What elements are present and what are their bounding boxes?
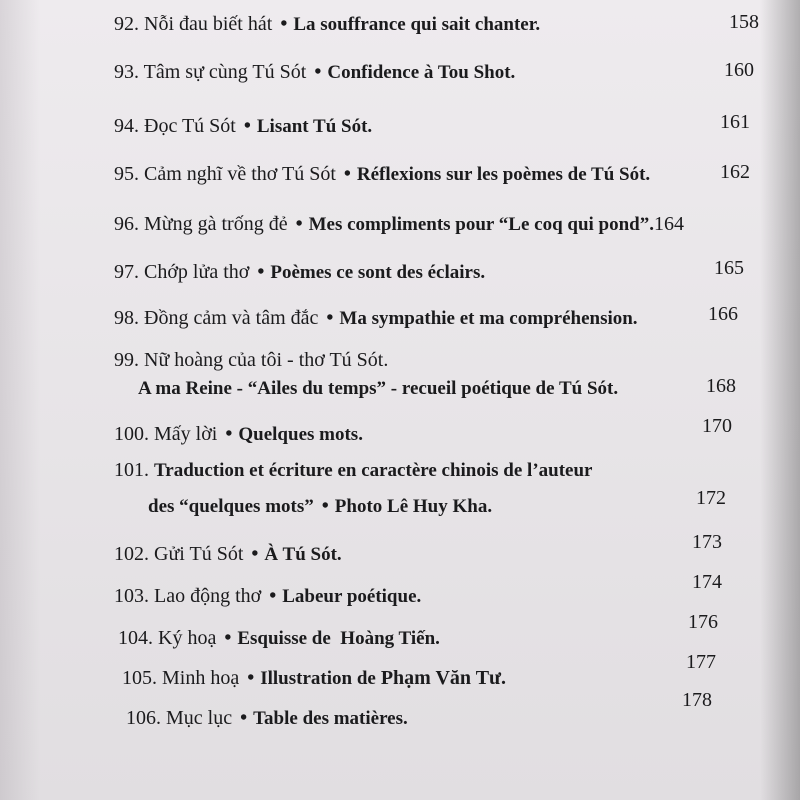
entry-title-vn: Tâm sự cùng Tú Sót [143,61,307,83]
entry-title-vn: Mấy lời [154,423,218,445]
entry-title-fr: A ma Reine - “Ailes du temps” - recueil poétique de Tú Sót. [138,378,619,399]
bullet-separator: • [257,261,265,283]
entry-page-number: 173 [692,531,722,553]
entry-title-fr: Réflexions sur les poèmes de Tú Sót. [356,164,651,185]
entry-artist-name: Phạm Văn Tư. [380,667,507,689]
entry-number: 102. [114,543,149,565]
entry-title-vn: Mừng gà trống đẻ [144,213,288,235]
entry-title-vn: Minh hoạ [162,667,240,689]
bullet-separator: • [314,61,322,83]
entry-page-number: 178 [682,689,712,711]
entry-number: 93. [114,61,139,83]
entry-page-number: 164 [654,213,684,235]
entry-photo-credit: Photo Lê Huy Kha. [334,496,493,517]
entry-page-number: 176 [688,611,718,633]
entry-title-vn: Lao động thơ [154,585,262,607]
entry-title-fr: Lisant Tú Sót. [256,116,373,137]
entry-number: 94. [114,115,139,137]
entry-page-number: 160 [724,59,754,81]
entry-title-fr: Mes compliments pour “Le coq qui pond”. [308,214,654,235]
bullet-separator: • [295,213,303,235]
entry-title-vn: Đồng cảm và tâm đắc [144,307,319,329]
entry-title-vn: Gửi Tú Sót [154,543,244,565]
entry-title-fr: Table des matières. [253,708,408,729]
bullet-separator: • [251,543,259,565]
entry-number: 104. [118,627,153,649]
entry-title-vn: Đọc Tú Sót [144,115,236,137]
entry-title-fr: Esquisse de Hoàng Tiến. [237,628,440,649]
page-edge-shadow [760,0,800,800]
entry-title-fr-continued: des “quelques mots” [148,496,314,517]
entry-page-number: 166 [708,303,738,325]
bullet-separator: • [247,667,255,689]
entry-title-fr: Ma sympathie et ma compréhension. [339,308,638,329]
entry-number: 92. [114,13,139,35]
entry-title-fr: Quelques mots. [238,424,363,445]
entry-title-fr: À Tú Sót. [264,544,342,565]
entry-title-fr: Labeur poétique. [282,586,422,607]
bullet-separator: • [343,163,351,185]
entry-page-number: 177 [686,651,716,673]
bullet-separator: • [225,423,233,445]
bullet-separator: • [240,707,248,729]
entry-number: 101. [114,459,149,481]
entry-title-vn: Ký hoạ [158,627,217,649]
bullet-separator: • [280,13,288,35]
entry-title-fr: Poèmes ce sont des éclairs. [270,262,486,283]
entry-title-vn: Chớp lửa thơ [144,261,250,283]
entry-title-vn: Cảm nghĩ về thơ Tú Sót [144,163,336,185]
entry-title-vn: Mục lục [166,707,233,729]
entry-page-number: 174 [692,571,722,593]
bullet-separator: • [326,307,334,329]
entry-number: 99. [114,349,139,371]
entry-number: 95. [114,163,139,185]
entry-page-number: 172 [696,487,726,509]
entry-number: 100. [114,423,149,445]
entry-number: 97. [114,261,139,283]
entry-number: 105. [122,667,157,689]
entry-page-number: 165 [714,257,744,279]
entry-page-number: 170 [702,415,732,437]
entry-title-fr: Illustration de [260,668,376,689]
entry-page-number: 158 [729,11,759,33]
entry-title-fr: Confidence à Tou Shot. [327,62,516,83]
bullet-separator: • [224,627,232,649]
entry-title-fr: Traduction et écriture en caractère chinois de l’auteur [154,460,593,481]
entry-number: 103. [114,585,149,607]
entry-page-number: 162 [720,161,750,183]
bullet-separator: • [321,495,329,517]
entry-number: 106. [126,707,161,729]
page-gutter-shadow [0,0,40,800]
entry-title-fr: La souffrance qui sait chanter. [293,14,541,35]
entry-number: 98. [114,307,139,329]
entry-page-number: 161 [720,111,750,133]
bullet-separator: • [269,585,277,607]
entry-page-number: 168 [706,375,736,397]
entry-number: 96. [114,213,139,235]
entry-title-vn: Nữ hoàng của tôi - thơ Tú Sót. [144,349,389,371]
bullet-separator: • [243,115,251,137]
entry-title-vn: Nỗi đau biết hát [144,13,273,35]
